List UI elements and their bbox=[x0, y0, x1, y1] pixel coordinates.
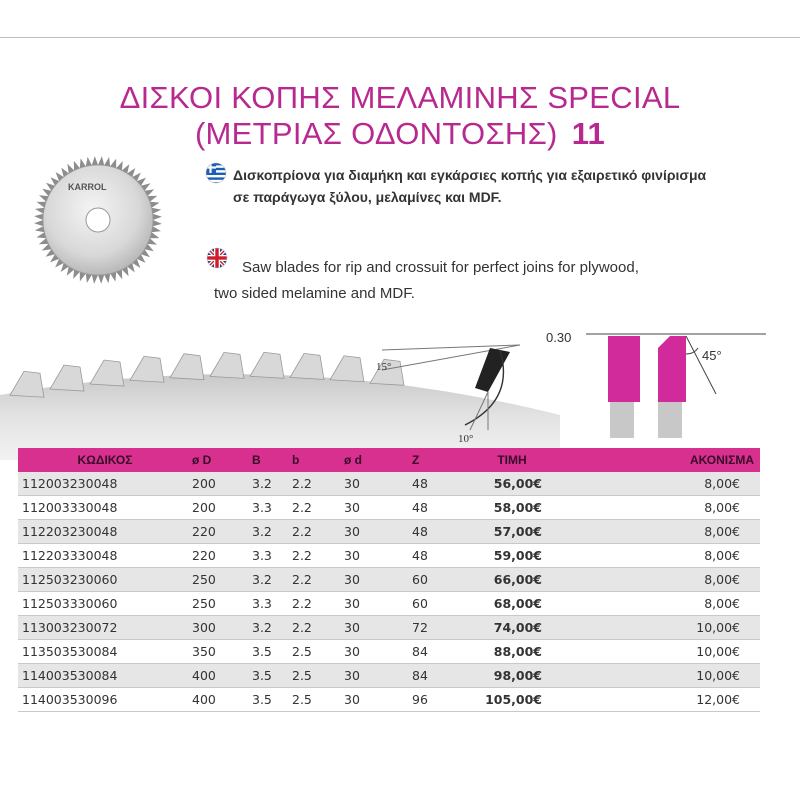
thickness-label: 0.30 bbox=[546, 330, 572, 345]
blade-tooth bbox=[170, 354, 204, 380]
tooth-angle-diagram bbox=[370, 330, 530, 445]
cell-price: 66,00€ bbox=[482, 568, 542, 592]
cell-price: 57,00€ bbox=[482, 520, 542, 544]
uk-flag-icon bbox=[206, 247, 228, 269]
cell-kerf: 3.5 bbox=[252, 640, 292, 664]
cell-body: 2.2 bbox=[292, 568, 344, 592]
cell-diameter: 220 bbox=[192, 520, 252, 544]
table-row bbox=[18, 664, 760, 688]
cell-diameter: 200 bbox=[192, 472, 252, 496]
bevel-angle-label: 45° bbox=[702, 348, 722, 363]
cell-bore: 30 bbox=[344, 568, 412, 592]
cell-diameter: 250 bbox=[192, 592, 252, 616]
cell-teeth: 96 bbox=[412, 688, 482, 712]
cell-code: 114003530096 bbox=[18, 688, 192, 712]
cell-kerf: 3.3 bbox=[252, 544, 292, 568]
page-subtitle bbox=[0, 116, 800, 152]
blade-tooth bbox=[50, 365, 84, 391]
cell-price: 105,00€ bbox=[482, 688, 542, 712]
cell-code: 113003230072 bbox=[18, 616, 192, 640]
cell-teeth: 48 bbox=[412, 520, 482, 544]
cell-price: 68,00€ bbox=[482, 592, 542, 616]
title-line1: ΔΙΣΚΟΙ ΚΟΠΗΣ ΜΕΛΑΜΙΝΗΣ SPECIAL bbox=[119, 80, 681, 115]
page-title bbox=[0, 80, 800, 116]
cell-price: 74,00€ bbox=[482, 616, 542, 640]
table-row bbox=[18, 640, 760, 664]
cell-bore: 30 bbox=[344, 472, 412, 496]
cell-bore: 30 bbox=[344, 688, 412, 712]
cell-body: 2.2 bbox=[292, 592, 344, 616]
top-divider bbox=[0, 37, 800, 38]
cell-diameter: 220 bbox=[192, 544, 252, 568]
cell-sharpening: 8,00€ bbox=[542, 496, 760, 520]
cell-body: 2.5 bbox=[292, 688, 344, 712]
cell-code: 113503530084 bbox=[18, 640, 192, 664]
cell-code: 114003530084 bbox=[18, 664, 192, 688]
cell-sharpening: 8,00€ bbox=[542, 544, 760, 568]
cell-kerf: 3.3 bbox=[252, 592, 292, 616]
table-row bbox=[18, 520, 760, 544]
cell-body: 2.5 bbox=[292, 664, 344, 688]
header-teeth: Z bbox=[412, 448, 482, 472]
cell-diameter: 250 bbox=[192, 568, 252, 592]
cell-bore: 30 bbox=[344, 592, 412, 616]
cell-bore: 30 bbox=[344, 544, 412, 568]
cell-code: 112503230060 bbox=[18, 568, 192, 592]
cell-sharpening: 8,00€ bbox=[542, 592, 760, 616]
table-row bbox=[18, 472, 760, 496]
cell-bore: 30 bbox=[344, 496, 412, 520]
cell-diameter: 400 bbox=[192, 688, 252, 712]
description-english bbox=[214, 255, 762, 307]
cell-sharpening: 12,00€ bbox=[542, 688, 760, 712]
brand-logo: KARROL bbox=[68, 182, 107, 192]
description-english-line1: Saw blades for rip and crossuit for perfect joins for plywood, bbox=[242, 259, 639, 276]
cell-code: 112003330048 bbox=[18, 496, 192, 520]
header-body: b bbox=[292, 448, 344, 472]
cell-code: 112503330060 bbox=[18, 592, 192, 616]
title-line2: (ΜΕΤΡΙΑΣ ΟΔΟΝΤΟΣΗΣ) bbox=[194, 116, 558, 151]
greek-flag-icon bbox=[205, 162, 227, 184]
cell-bore: 30 bbox=[344, 640, 412, 664]
cell-price: 88,00€ bbox=[482, 640, 542, 664]
cell-teeth: 48 bbox=[412, 496, 482, 520]
cell-sharpening: 8,00€ bbox=[542, 568, 760, 592]
cell-bore: 30 bbox=[344, 616, 412, 640]
blade-tooth bbox=[130, 356, 164, 382]
table-row bbox=[18, 496, 760, 520]
cell-body: 2.2 bbox=[292, 472, 344, 496]
cell-teeth: 48 bbox=[412, 472, 482, 496]
cell-body: 2.2 bbox=[292, 520, 344, 544]
table-row bbox=[18, 616, 760, 640]
cell-price: 98,00€ bbox=[482, 664, 542, 688]
cell-price: 58,00€ bbox=[482, 496, 542, 520]
tooth-profile-diagram bbox=[540, 324, 780, 444]
hook-angle-label: 15° bbox=[376, 361, 392, 373]
cell-teeth: 48 bbox=[412, 544, 482, 568]
saw-blade-image bbox=[32, 154, 164, 286]
cell-teeth: 84 bbox=[412, 664, 482, 688]
cell-kerf: 3.2 bbox=[252, 520, 292, 544]
table-row bbox=[18, 688, 760, 712]
cell-sharpening: 10,00€ bbox=[542, 664, 760, 688]
description-greek: Δισκοπρίονα για διαμήκη και εγκάρσιες κοπής για εξαιρετικό φινίρισμα σε παράγωγα ξύλου, μελαμίνες και MDF. bbox=[233, 167, 707, 205]
table-row bbox=[18, 544, 760, 568]
cell-sharpening: 8,00€ bbox=[542, 472, 760, 496]
cell-body: 2.2 bbox=[292, 496, 344, 520]
header-price: ΤΙΜΗ bbox=[482, 448, 542, 472]
cell-kerf: 3.5 bbox=[252, 688, 292, 712]
page-number: 11 bbox=[571, 116, 606, 151]
cell-body: 2.2 bbox=[292, 544, 344, 568]
clearance-angle-label: 10° bbox=[458, 433, 474, 445]
header-bore: ø d bbox=[344, 448, 412, 472]
cell-diameter: 400 bbox=[192, 664, 252, 688]
cell-kerf: 3.3 bbox=[252, 496, 292, 520]
table-row bbox=[18, 568, 760, 592]
cell-bore: 30 bbox=[344, 664, 412, 688]
cell-code: 112203330048 bbox=[18, 544, 192, 568]
blade-tooth bbox=[330, 356, 364, 382]
table-row bbox=[18, 592, 760, 616]
cell-teeth: 60 bbox=[412, 568, 482, 592]
cell-diameter: 200 bbox=[192, 496, 252, 520]
cell-diameter: 300 bbox=[192, 616, 252, 640]
cell-price: 56,00€ bbox=[482, 472, 542, 496]
header-sharpening: ΑΚΟΝΙΣΜΑ bbox=[542, 448, 760, 472]
header-code: ΚΩΔΙΚΟΣ bbox=[18, 448, 192, 472]
cell-teeth: 60 bbox=[412, 592, 482, 616]
blade-tooth bbox=[210, 352, 244, 378]
cell-bore: 30 bbox=[344, 520, 412, 544]
blade-tooth bbox=[10, 371, 44, 397]
blade-tooth bbox=[90, 360, 124, 386]
cell-sharpening: 10,00€ bbox=[542, 640, 760, 664]
cell-code: 112203230048 bbox=[18, 520, 192, 544]
cell-kerf: 3.5 bbox=[252, 664, 292, 688]
cell-kerf: 3.2 bbox=[252, 568, 292, 592]
cell-body: 2.5 bbox=[292, 640, 344, 664]
cell-sharpening: 8,00€ bbox=[542, 520, 760, 544]
cell-kerf: 3.2 bbox=[252, 616, 292, 640]
cell-price: 59,00€ bbox=[482, 544, 542, 568]
product-table bbox=[18, 448, 760, 712]
cell-body: 2.2 bbox=[292, 616, 344, 640]
cell-sharpening: 10,00€ bbox=[542, 616, 760, 640]
header-diameter: ø D bbox=[192, 448, 252, 472]
blade-tooth bbox=[290, 353, 324, 379]
cell-kerf: 3.2 bbox=[252, 472, 292, 496]
cell-diameter: 350 bbox=[192, 640, 252, 664]
cell-code: 112003230048 bbox=[18, 472, 192, 496]
description-english-line2: two sided melamine and MDF. bbox=[214, 285, 415, 302]
cell-teeth: 72 bbox=[412, 616, 482, 640]
header-kerf: B bbox=[252, 448, 292, 472]
table-header-row bbox=[18, 448, 760, 472]
cell-teeth: 84 bbox=[412, 640, 482, 664]
blade-tooth bbox=[250, 352, 284, 378]
